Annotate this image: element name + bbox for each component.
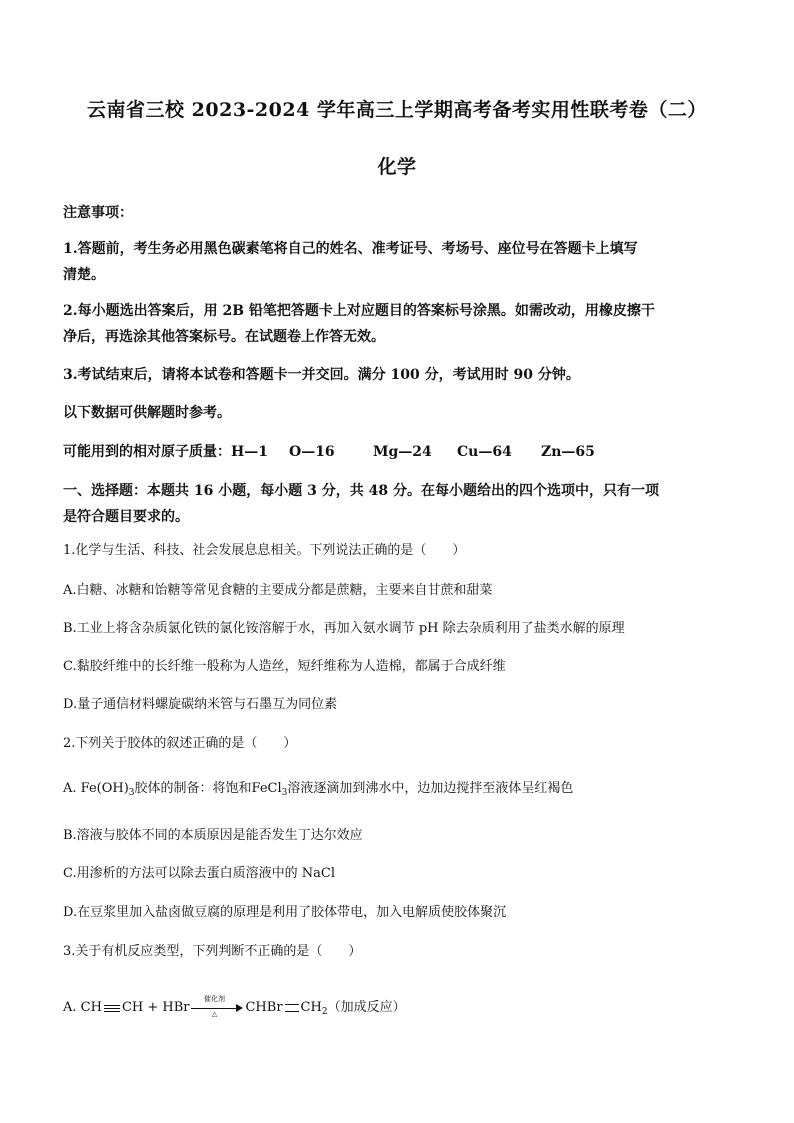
question-1-option-a: A.白糖、冰糖和饴糖等常见食糖的主要成分都是蔗糖，主要来自甘蔗和甜菜 — [63, 583, 493, 598]
arrow-heat-label: △ — [211, 1009, 218, 1018]
chbr-product: CHBr — [245, 1000, 283, 1015]
question-3-stem: 3.关于有机反应类型，下列判断不正确的是（ ） — [63, 944, 362, 959]
ch-left: A. CH — [63, 1000, 102, 1015]
notice-item-3: 3.考试结束后，请将本试卷和答题卡一并交回。满分 100 分，考试用时 90 分钟。 — [63, 367, 580, 383]
atomic-mass-label: 可能用到的相对原子质量： — [63, 444, 231, 460]
atomic-mass-mg: Mg—24 — [373, 444, 432, 460]
arrow-catalyst-label: 催化剂 — [203, 994, 225, 1003]
atomic-mass-o: O—16 — [289, 444, 335, 460]
triple-bond-icon — [104, 1005, 120, 1011]
question-2-option-c: C.用渗析的方法可以除去蛋白质溶液中的 NaCl — [63, 866, 335, 881]
oh-group: (OH) — [96, 781, 129, 796]
question-2-option-d: D.在豆浆里加入盐卤做豆腐的原理是利用了胶体带电，加入电解质使胶体聚沉 — [63, 905, 507, 920]
exam-title: 云南省三校 2023-2024 学年高三上学期高考备考实用性联考卷（二） — [87, 99, 707, 121]
section-1-line-2: 是符合题目要求的。 — [63, 509, 189, 525]
subscript-3b: 3 — [281, 788, 288, 798]
fecl-formula: FeCl — [251, 781, 282, 796]
fe-symbol: A. Fe — [63, 781, 97, 796]
option-a-mid-text: 胶体的制备：将饱和 — [134, 781, 252, 796]
reference-note: 以下数据可供解题时参考。 — [63, 405, 231, 421]
reaction-arrow-icon — [191, 994, 243, 1018]
notice-item-1-line-1: 1.答题前，考生务必用黑色碳素笔将自己的姓名、准考证号、考场号、座位号在答题卡上填写 — [63, 241, 638, 257]
question-3-option-a — [63, 994, 734, 1022]
question-1-option-d: D.量子通信材料螺旋碳纳米管与石墨互为同位素 — [63, 697, 338, 712]
question-1-option-b: B.工业上将含杂质氯化铁的氯化铵溶解于水，再加入氨水调节 pH 除去杂质利用了盐类水解的原理 — [63, 621, 625, 636]
atomic-mass-zn: Zn—65 — [541, 444, 595, 460]
notice-item-1-line-2: 清楚。 — [63, 267, 105, 283]
question-2-stem: 2.下列关于胶体的叙述正确的是（ ） — [63, 736, 297, 751]
question-1-option-c: C.黏胶纤维中的长纤维一般称为人造丝，短纤维称为人造棉，都属于合成纤维 — [63, 659, 506, 674]
question-2-option-b: B.溶液与胶体不同的本质原因是能否发生丁达尔效应 — [63, 828, 363, 843]
question-1-stem: 1.化学与生活、科技、社会发展息息相关。下列说法正确的是（ ） — [63, 543, 466, 558]
section-1-line-1: 一、选择题：本题共 16 小题，每小题 3 分，共 48 分。在每小题给出的四个选项中，只有一项 — [63, 483, 659, 499]
subscript-2: 2 — [321, 1007, 328, 1017]
atomic-mass-h: H—1 — [231, 444, 268, 460]
ch2-product: CH — [300, 1000, 322, 1015]
subscript-3: 3 — [128, 788, 135, 798]
double-bond-icon — [285, 1004, 299, 1012]
question-2-option-a — [63, 779, 734, 803]
atomic-mass-cu: Cu—64 — [457, 444, 512, 460]
option-a-rest-text: 溶液逐滴加到沸水中，边加边搅拌至液体呈红褐色 — [287, 781, 574, 796]
notice-item-2-line-2: 净后，再选涂其他答案标号。在试题卷上作答无效。 — [63, 329, 385, 345]
subject-title: 化学 — [377, 156, 417, 178]
notice-heading: 注意事项： — [63, 205, 133, 221]
reaction-type-note: （加成反应） — [327, 1000, 406, 1015]
atomic-mass-line — [63, 439, 734, 465]
ch-hbr: CH + HBr — [121, 1000, 190, 1015]
notice-item-2-line-1: 2.每小题选出答案后，用 2B 铅笔把答题卡上对应题目的答案标号涂黑。如需改动，用橡皮擦干 — [63, 303, 655, 319]
